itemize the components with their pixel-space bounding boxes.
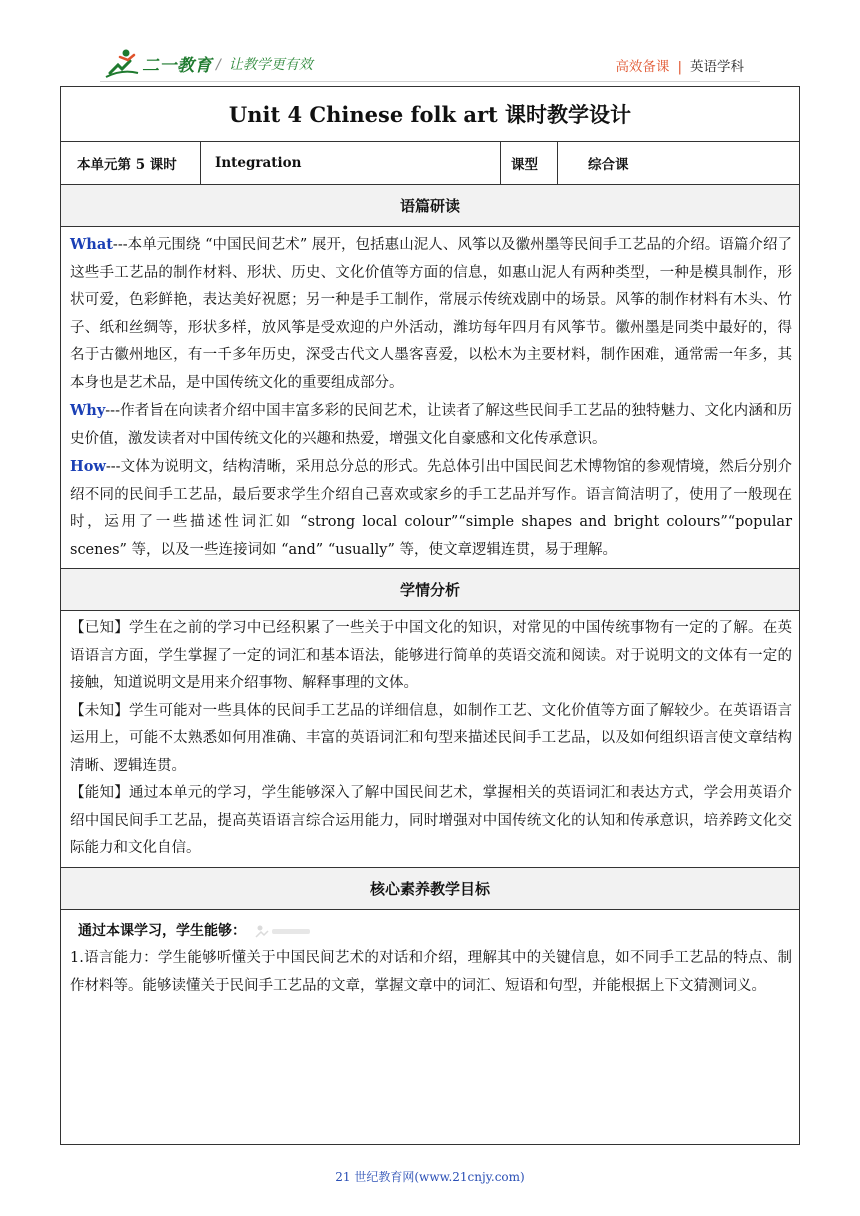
why-paragraph xyxy=(70,397,792,453)
footer-source[interactable]: 21 世纪教育网(www.21cnjy.com) xyxy=(335,1170,525,1184)
section-heading-learner-analysis: 学情分析 xyxy=(61,569,799,611)
header-divider xyxy=(100,81,760,82)
watermark-logo-icon xyxy=(254,923,314,939)
known-paragraph: 【已知】学生在之前的学习中已经积累了一些关于中国文化的知识，对常见的中国传统事物有一定的了解。在英语语言方面，学生掌握了一定的词汇和基本语法，能够进行简单的英语交流和阅读。对于说明文的文体有一定的接触，知道说明文是用来介绍事物、解释事理的文体。 xyxy=(70,620,792,691)
info-row xyxy=(61,142,799,185)
lesson-plan-table xyxy=(60,86,800,1145)
why-text: ---作者旨在向读者介绍中国丰富多彩的民间艺术，让读者了解这些民间手工艺品的独特魅力、文化内涵和历史价值，激发读者对中国传统文化的兴趣和热爱，增强文化自豪感和文化传承意识。 xyxy=(70,403,792,447)
how-text: ---文体为说明文，结构清晰，采用总分总的形式。先总体引出中国民间艺术博物馆的参观情境，然后分别介绍不同的民间手工艺品，最后要求学生介绍自己喜欢或家乡的手工艺品并写作。语言简洁明了，使用了一般现在时，运用了一些描述性词汇如 “strong local colour”“simple shapes and bright colours”“popular scenes” 等，以及一些连接词如 “and” “usually” 等，使文章逻辑连贯，易于理解。 xyxy=(70,459,792,558)
how-keyword: How xyxy=(70,458,106,475)
badge-label: 高效备课 xyxy=(615,59,670,75)
goal-1-paragraph: 1.语言能力：学生能够听懂关于中国民间艺术的对话和介绍，理解其中的关键信息，如不同手工艺品的特点、制作材料等。能够读懂关于民间手工艺品的文章，掌握文章中的词汇、短语和句型，并能根据上下文猜测词义。 xyxy=(70,950,792,994)
subject-label: 英语学科 xyxy=(690,59,744,75)
what-text: ---本单元围绕 “中国民间艺术” 展开，包括惠山泥人、风筝以及徽州墨等民间手工艺品的介绍。语篇介绍了这些手工艺品的制作材料、形状、历史、文化价值等方面的信息，如惠山泥人有两种类型，一种是模具制作，形状可爱，色彩鲜艳，表达美好祝愿；另一种是手工制作，常展示传统戏剧中的场景。风筝的制作材料有木头、竹子、纸和丝绸等，形状多样，放风筝是受欢迎的户外活动，潍坊每年四月有风筝节。徽州墨是同类中最好的，得名于古徽州地区，有一千多年历史，深受古代文人墨客喜爱，以松木为主要材料，制作困难，通常需一年多，其本身也是艺术品，是中国传统文化的重要组成部分。 xyxy=(70,237,792,391)
document-title: Unit 4 Chinese folk art 课时教学设计 xyxy=(61,87,799,142)
header-separator: | xyxy=(677,59,682,75)
section-body-text-analysis xyxy=(61,227,799,569)
why-keyword: Why xyxy=(70,402,106,419)
objectives-intro-text: 通过本课学习，学生能够： xyxy=(78,922,246,939)
brand-logo[interactable] xyxy=(104,46,212,80)
section-body-objectives xyxy=(61,910,799,1005)
section-heading-objectives: 核心素养教学目标 xyxy=(61,868,799,910)
what-keyword: What xyxy=(70,236,113,253)
objectives-intro xyxy=(78,918,792,946)
lesson-type-label: 课型 xyxy=(501,142,558,184)
slogan-text: 让教学更有效 xyxy=(228,57,313,73)
what-paragraph xyxy=(70,231,792,397)
lesson-type-value: 综合课 xyxy=(588,157,629,173)
unknown-paragraph: 【未知】学生可能对一些具体的民间手工艺品的详细信息，如制作工艺、文化价值等方面了解较少。在英语语言运用上，可能不太熟悉如何用准确、丰富的英语词汇和句型来描述民间手工艺品，以及如何组织语言使文章结构清晰、逻辑连贯。 xyxy=(70,702,792,774)
slogan-separator: / xyxy=(216,57,221,73)
how-paragraph xyxy=(70,453,792,564)
lesson-number: 本单元第 5 课时 xyxy=(61,142,201,184)
section-heading-text-analysis: 语篇研读 xyxy=(61,185,799,227)
logo-text: 二一教育 xyxy=(142,55,212,76)
able-paragraph: 【能知】通过本单元的学习，学生能够深入了解中国民间艺术，掌握相关的英语词汇和表达方式，学会用英语介绍中国民间手工艺品，提高英语语言综合运用能力，同时增强对中国传统文化的认知和传承意识，培养跨文化交际能力和文化自信。 xyxy=(70,785,792,856)
header-right xyxy=(615,55,744,75)
runner-logo-icon xyxy=(104,47,140,79)
page-header xyxy=(0,0,860,86)
section-body-learner-analysis xyxy=(61,611,799,868)
slogan xyxy=(216,54,313,74)
lesson-name: Integration xyxy=(201,142,501,184)
